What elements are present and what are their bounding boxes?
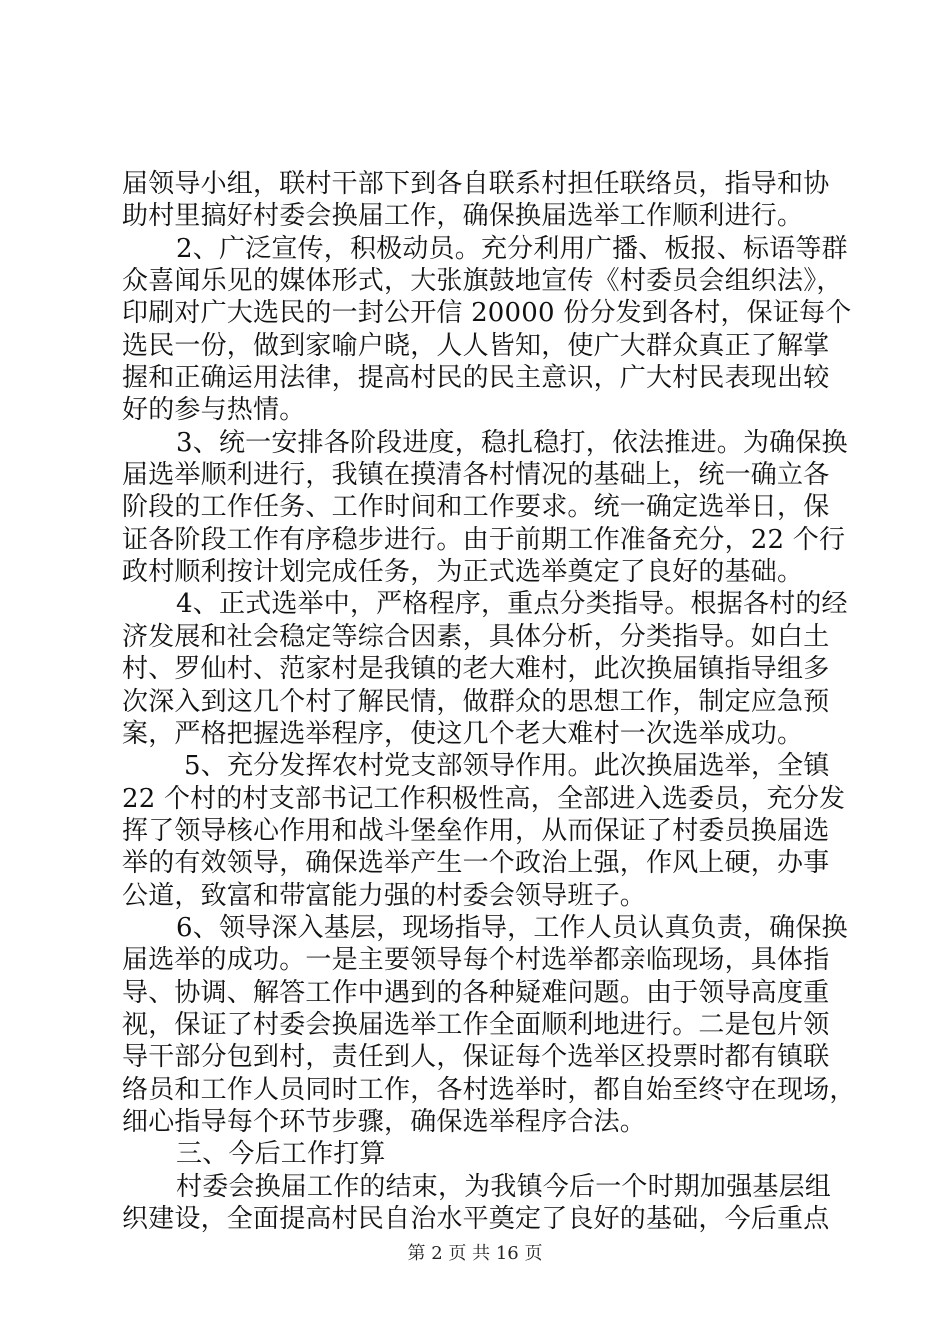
text-line: 届选举顺利进行，我镇在摸清各村情况的基础上，统一确立各 [122,460,830,490]
text-line: 细心指导每个环节步骤，确保选举程序合法。 [122,1107,647,1137]
text-line: 众喜闻乐见的媒体形式，大张旗鼓地宣传《村委员会组织法》， [122,266,843,296]
paragraph-final-start: 村委会换届工作的结束，为我镇今后一个时期加强基层组 [176,1172,832,1202]
text-line: 届领导小组，联村干部下到各自联系村担任联络员，指导和协 [122,169,830,199]
text-line: 政村顺利按计划完成任务，为正式选举奠定了良好的基础。 [122,557,804,587]
page-number-footer: 第 2 页 共 16 页 [407,1243,543,1264]
text-line: 握和正确运用法律，提高村民的民主意识，广大村民表现出较 [122,363,830,393]
text-line: 案，严格把握选举程序，使这几个老大难村一次选举成功。 [122,719,804,749]
text-line: 阶段的工作任务、工作时间和工作要求。统一确定选举日，保 [122,492,830,522]
text-line: 选民一份，做到家喻户晓，人人皆知，使广大群众真正了解掌 [122,331,830,361]
section-heading: 三、今后工作打算 [176,1139,386,1169]
text-line: 助村里搞好村委会换届工作，确保换届选举工作顺利进行。 [122,201,804,231]
text-line: 举的有效领导，确保选举产生一个政治上强，作风上硬，办事 [122,848,830,878]
paragraph-4-start: 4、正式选举中，严格程序，重点分类指导。根据各村的经 [176,589,848,619]
text-line: 印刷对广大选民的一封公开信 20000 份分发到各村，保证每个 [122,298,852,328]
text-line: 好的参与热情。 [122,395,306,425]
text-line: 络员和工作人员同时工作，各村选举时，都自始至终守在现场， [122,1075,856,1105]
text-line: 导干部分包到村，责任到人，保证每个选举区投票时都有镇联 [122,1042,830,1072]
text-line: 村、罗仙村、范家村是我镇的老大难村，此次换届镇指导组多 [122,654,830,684]
text-line: 织建设，全面提高村民自治水平奠定了良好的基础，今后重点 [122,1204,830,1234]
text-line: 挥了领导核心作用和战斗堡垒作用，从而保证了村委员换届选 [122,816,830,846]
text-line: 证各阶段工作有序稳步进行。由于前期工作准备充分，22 个行 [122,525,846,555]
paragraph-5-start: 5、充分发挥农村党支部领导作用。此次换届选举，全镇 [184,751,830,781]
paragraph-6-start: 6、领导深入基层，现场指导，工作人员认真负责，确保换 [176,913,848,943]
paragraph-3-start: 3、统一安排各阶段进度，稳扎稳打，依法推进。为确保换 [176,428,848,458]
text-line: 22 个村的村支部书记工作积极性高，全部进入选委员，充分发 [122,784,846,814]
paragraph-2-start: 2、广泛宣传，积极动员。充分利用广播、板报、标语等群 [176,234,848,264]
text-line: 导、协调、解答工作中遇到的各种疑难问题。由于领导高度重 [122,978,830,1008]
text-line: 次深入到这几个村了解民情，做群众的思想工作，制定应急预 [122,687,830,717]
text-line: 济发展和社会稳定等综合因素，具体分析，分类指导。如白土 [122,622,830,652]
text-line: 届选举的成功。一是主要领导每个村选举都亲临现场，具体指 [122,945,830,975]
text-line: 视，保证了村委会换届选举工作全面顺利地进行。二是包片领 [122,1010,830,1040]
text-line: 公道，致富和带富能力强的村委会领导班子。 [122,881,647,911]
